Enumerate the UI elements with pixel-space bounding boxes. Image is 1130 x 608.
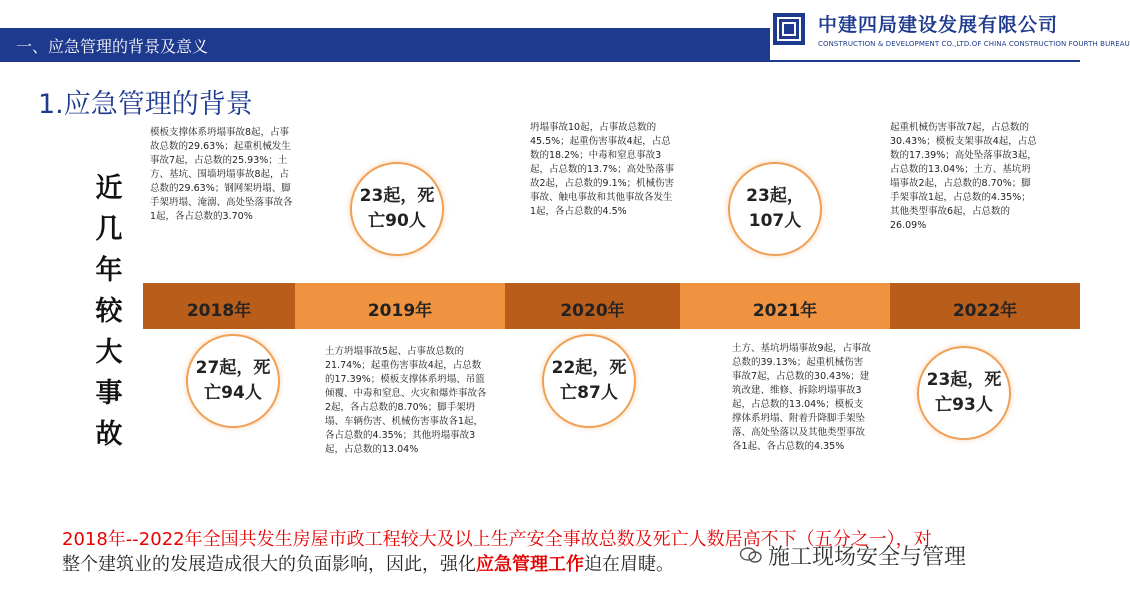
watermark-text: 施工现场安全与管理: [768, 545, 967, 570]
section-header-bar: [0, 28, 770, 62]
emphasis-text: 应急管理工作: [476, 554, 584, 575]
company-name-cn: 中建四局建设发展有限公司: [818, 14, 1059, 36]
year-label: 2021年: [752, 301, 818, 321]
timeline-segment-2018: [143, 283, 295, 329]
wechat-icon: [740, 546, 762, 564]
summary-line-1: 2018年--2022年全国共发生房屋市政工程较大及以上生产安全事故总数及死亡人数居高不下（五分之一），对: [62, 529, 932, 550]
stat-bubble-2019: 23起，死亡90人: [350, 162, 444, 256]
company-name-en: CONSTRUCTION & DEVELOPMENT CO.,LTD.OF CHINA CONSTRUCTION FOURTH BUREAU: [818, 40, 1130, 48]
year-label: 2019年: [367, 301, 433, 321]
stat-bubble-2021: 23起，107人: [728, 162, 822, 256]
stat-bubble-2022: 23起，死亡93人: [917, 346, 1011, 440]
timeline-segment-2019: [295, 283, 505, 329]
stat-bubble-2018: 27起，死亡94人: [186, 334, 280, 428]
detail-note-2019: 土方坍塌事故5起、占事故总数的21.74%；起重伤害事故4起，占总数的17.39%；模板支撑体系坍塌、吊篮倾覆、中毒和窒息、火灾和爆炸事故各2起，各占总数的8.70%；脚手架坍塌、车辆伤害、机械伤害事故各1起，各占总数的4.35%；其他坍塌事故3起，占总数的13.04%: [325, 346, 487, 455]
detail-note-2018: 模板支撑体系坍塌事故8起，占事故总数的29.63%；起重机械发生事故7起，占总数的25.93%；土方、基坑、围墙坍塌事故8起，占总数的29.63%；钢网架坍塌、脚手架坍塌、淹溺、高处坠落事故各1起，各占总数的3.70%: [150, 127, 293, 222]
detail-note-2022: 起重机械伤害事故7起，占总数的30.43%；模板支架事故4起，占总数的17.39%；高处坠落事故3起，占总数的13.04%；土方、基坑坍塌事故2起，占总数的8.70%；脚手架事故1起，占总数的4.35%；其他类型事故6起，占总数的26.09%: [890, 122, 1037, 231]
detail-note-2020: 坍塌事故10起，占事故总数的45.5%；起重伤害事故4起，占总数的18.2%；中毒和窒息事故3起，占总数的13.7%；高处坠落事故2起，占总数的9.1%；机械伤害事故、触电事故和其他事故各发生1起，各占总数的4.5%: [530, 122, 675, 217]
year-label: 2020年: [560, 301, 625, 321]
timeline-segment-2021: [680, 283, 890, 329]
year-label: 2022年: [952, 301, 1018, 321]
stat-bubble-2020: 22起，死亡87人: [542, 334, 636, 428]
section-title: 一、应急管理的背景及意义: [16, 37, 209, 56]
timeline-segment-2022: [890, 283, 1080, 329]
timeline-segment-2020: [505, 283, 680, 329]
detail-note-2021: 土方、基坑坍塌事故9起，占事故总数的39.13%；起重机械伤害事故7起，占总数的30.43%；建筑改建、维修、拆除坍塌事故3起，占总数的13.04%；模板支撑体系坍塌、附着升降脚手架坠落、高处坠落以及其他类型事故各1起、各占总数的4.35%: [732, 343, 872, 452]
year-label: 2018年: [186, 301, 252, 321]
company-logo-icon: [773, 13, 805, 45]
side-vertical-title: 近 几 年 较 大 事 故: [95, 173, 123, 450]
page-title: 1.应急管理的背景: [38, 89, 253, 120]
header-divider: [770, 60, 1080, 62]
summary-line-2: 整个建筑业的发展造成很大的负面影响，因此，强化应急管理工作迫在眉睫。: [62, 554, 674, 575]
